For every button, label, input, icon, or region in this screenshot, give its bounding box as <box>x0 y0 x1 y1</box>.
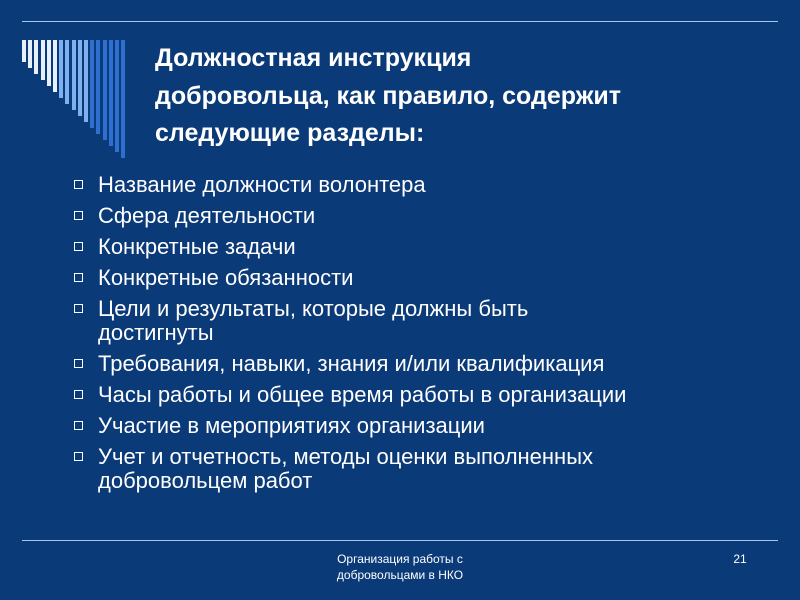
square-bullet-icon <box>74 304 83 313</box>
page-number: 21 <box>733 552 747 566</box>
bullet-list <box>74 173 774 500</box>
bullet-item <box>74 266 774 290</box>
bullet-text: достигнуты <box>98 320 214 345</box>
square-bullet-icon <box>74 180 83 189</box>
bullet-text: Конкретные задачи <box>98 234 296 259</box>
title-line-2: добровольца, как правило, содержит <box>155 81 622 110</box>
bullet-item <box>74 235 774 259</box>
square-bullet-icon <box>74 390 83 399</box>
square-bullet-icon <box>74 211 83 220</box>
bullet-item <box>74 445 774 493</box>
decorative-bar <box>47 40 51 86</box>
bullet-item <box>74 204 774 228</box>
square-bullet-icon <box>74 359 83 368</box>
bullet-text: Участие в мероприятиях организации <box>98 413 485 438</box>
decorative-bar <box>121 40 125 158</box>
decorative-bar <box>28 40 32 68</box>
square-bullet-icon <box>74 452 83 461</box>
decorative-bar <box>78 40 82 116</box>
decorative-bar <box>96 40 100 134</box>
bullet-text: Цели и результаты, которые должны быть <box>98 296 529 321</box>
square-bullet-icon <box>74 273 83 282</box>
decorative-bar <box>41 40 45 80</box>
bullet-text: Требования, навыки, знания и/или квалификация <box>98 351 605 376</box>
decorative-bar <box>34 40 38 74</box>
slide-title <box>155 40 775 153</box>
bullet-item <box>74 297 774 345</box>
bullet-text: Часы работы и общее время работы в организации <box>98 382 627 407</box>
title-line-1: Должностная инструкция <box>155 44 472 72</box>
bullet-item <box>74 414 774 438</box>
decorative-bar <box>115 40 119 152</box>
decorative-bar <box>84 40 88 122</box>
decorative-bar <box>22 40 26 62</box>
decorative-bar <box>109 40 113 146</box>
decorative-bar <box>65 40 69 104</box>
decorative-bar <box>59 40 63 98</box>
footer-line-2: добровольцами в НКО <box>336 568 464 582</box>
footer-text <box>300 551 500 583</box>
bullet-text: Учет и отчетность, методы оценки выполненных <box>98 444 594 469</box>
square-bullet-icon <box>74 421 83 430</box>
bullet-item <box>74 352 774 376</box>
bullet-item <box>74 173 774 197</box>
title-line-3: следующие разделы: <box>155 119 425 147</box>
decorative-bar <box>72 40 76 110</box>
square-bullet-icon <box>74 242 83 251</box>
decorative-bar <box>90 40 94 128</box>
bullet-text: Название должности волонтера <box>98 172 426 197</box>
bullet-text: Сфера деятельности <box>98 203 316 228</box>
bullet-item <box>74 383 774 407</box>
bullet-text: добровольцем работ <box>98 468 313 493</box>
bottom-rule <box>22 540 778 541</box>
decorative-bars <box>0 0 140 170</box>
decorative-bar <box>103 40 107 140</box>
decorative-bar <box>53 40 57 92</box>
bullet-text: Конкретные обязанности <box>98 265 354 290</box>
footer-line-1: Организация работы с <box>337 552 463 566</box>
